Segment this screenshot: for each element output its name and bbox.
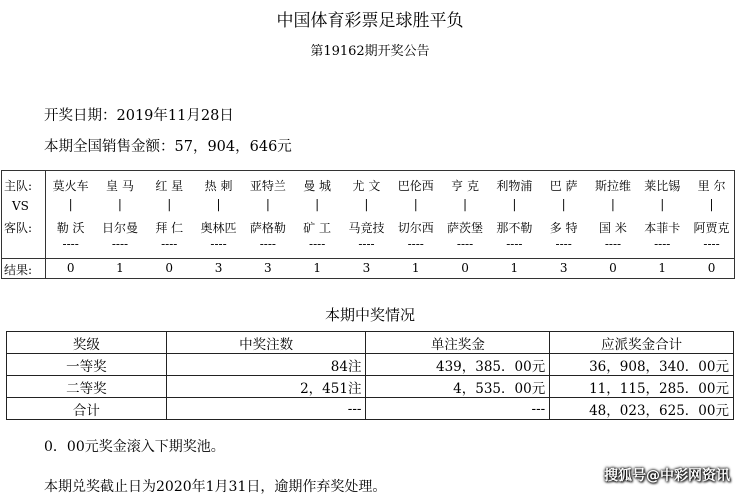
home-team: 尤 文: [352, 179, 381, 193]
match-result: 0: [609, 261, 617, 275]
match-result: 3: [362, 261, 371, 275]
match-column: [687, 171, 736, 278]
dash-separator: ----: [604, 237, 622, 251]
winner-count: ---: [166, 398, 366, 420]
dash-separator: ----: [703, 237, 720, 251]
match-result: 0: [66, 261, 75, 275]
vs-separator: |: [610, 197, 615, 211]
match-column: [490, 171, 539, 278]
match-result: 3: [559, 261, 568, 275]
row-labels: [2, 171, 46, 278]
home-team: 亚特兰: [249, 179, 286, 193]
away-team: 奥林匹: [200, 221, 237, 235]
away-team: 萨茨堡: [447, 221, 484, 235]
away-team: 拜 仁: [155, 221, 184, 235]
match-results-grid: [1, 170, 735, 279]
match-column: [638, 171, 687, 278]
away-team: 多 特: [549, 221, 578, 235]
home-team: 曼 城: [303, 179, 332, 193]
header-total: 应派奖金合计: [550, 332, 734, 354]
home-team: 巴伦西: [397, 179, 434, 193]
winner-count: 84注: [166, 354, 366, 376]
total-prize: 48，023，625．00元: [550, 398, 734, 420]
home-team: 皇 马: [106, 179, 134, 193]
away-team: 勒 沃: [56, 221, 85, 235]
match-column: [293, 171, 342, 278]
single-prize: ---: [366, 398, 550, 420]
vs-separator: |: [68, 197, 73, 211]
dash-separator: ----: [161, 237, 178, 251]
match-column: [145, 171, 194, 278]
dash-separator: ----: [456, 237, 474, 251]
match-column: [391, 171, 440, 278]
match-column: [539, 171, 588, 278]
table-row: [7, 376, 734, 398]
dash-separator: ----: [259, 237, 276, 251]
match-result: 3: [264, 261, 272, 275]
match-result: 0: [707, 261, 716, 275]
home-team: 莫火车: [52, 179, 89, 193]
dash-separator: ----: [654, 237, 671, 251]
prize-section-title: 本期中奖情况: [324, 306, 415, 324]
home-team: 热 刺: [204, 179, 233, 193]
prize-level: 二等奖: [7, 376, 167, 398]
dash-separator: ----: [210, 237, 227, 251]
home-team: 莱比锡: [644, 179, 681, 193]
home-team: 利物浦: [496, 179, 533, 193]
home-team: 里 尔: [697, 179, 726, 193]
watermark: 搜狐号@中彩网资讯: [604, 468, 730, 484]
match-column: [440, 171, 489, 278]
away-team: 本菲卡: [644, 221, 681, 235]
match-result: 1: [116, 261, 124, 275]
home-team: 红 星: [155, 179, 184, 193]
prize-level: 合计: [7, 398, 167, 420]
away-team: 矿 工: [303, 221, 332, 235]
single-prize: 439，385．00元: [366, 354, 550, 376]
match-column: [342, 171, 391, 278]
prize-level: 一等奖: [7, 354, 167, 376]
home-team: 斯拉维: [594, 179, 631, 193]
vs-separator: |: [117, 197, 122, 211]
vs-separator: |: [660, 197, 665, 211]
vs-separator: |: [561, 197, 566, 211]
header-single: 单注奖金: [366, 332, 550, 354]
match-column: [95, 171, 144, 278]
match-result: 3: [214, 261, 223, 275]
prize-table-header: [7, 332, 734, 354]
rollover-note: 0．00元奖金滚入下期奖池。: [44, 439, 225, 455]
match-column: [194, 171, 243, 278]
match-result: 0: [461, 261, 469, 275]
sales-amount: 本期全国销售金额：57，904，646元: [44, 139, 292, 155]
page-subtitle: 第19162期开奖公告: [310, 44, 430, 59]
dash-separator: ----: [309, 237, 326, 251]
away-team: 阿贾克: [693, 221, 730, 235]
vs-separator: |: [463, 197, 468, 211]
match-column: [588, 171, 637, 278]
match-result: 1: [510, 261, 519, 275]
total-prize: 11，115，285．00元: [550, 376, 734, 398]
dash-separator: ----: [62, 237, 79, 251]
vs-label: VS: [12, 199, 29, 213]
vs-separator: |: [265, 197, 270, 211]
vs-separator: |: [315, 197, 320, 211]
match-result: 1: [411, 261, 420, 275]
away-team: 马竞技: [348, 221, 385, 235]
vs-separator: |: [709, 197, 714, 211]
match-column: [46, 171, 95, 278]
deadline-note: 本期兑奖截止日为2020年1月31日，逾期作弃奖处理。: [44, 479, 387, 495]
single-prize: 4，535．00元: [366, 376, 550, 398]
result-label: 结果:: [4, 263, 33, 277]
match-result: 1: [313, 261, 321, 275]
vs-separator: |: [167, 197, 172, 211]
match-column: [243, 171, 292, 278]
home-team: 巴 萨: [549, 179, 578, 193]
dash-separator: ----: [111, 237, 129, 251]
header-level: 奖级: [7, 332, 167, 354]
header-count: 中奖注数: [166, 332, 366, 354]
match-result: 1: [658, 261, 667, 275]
dash-separator: ----: [358, 237, 375, 251]
away-team: 萨格勒: [249, 221, 286, 235]
winner-count: 2，451注: [166, 376, 366, 398]
vs-separator: |: [413, 197, 418, 211]
home-team: 亨 克: [451, 179, 479, 193]
match-result: 0: [165, 261, 174, 275]
away-label: 客队:: [4, 221, 33, 235]
page-title: 中国体育彩票足球胜平负: [276, 11, 464, 31]
draw-date: 开奖日期：2019年11月28日: [44, 108, 234, 124]
table-row: [7, 354, 734, 376]
prize-table: [6, 331, 734, 420]
dash-separator: ----: [407, 237, 424, 251]
vs-separator: |: [364, 197, 369, 211]
table-row: [7, 398, 734, 420]
total-prize: 36，908，340．00元: [550, 354, 734, 376]
dash-separator: ----: [506, 237, 523, 251]
vs-separator: |: [216, 197, 221, 211]
away-team: 切尔西: [397, 221, 434, 235]
away-team: 日尔曼: [101, 221, 138, 235]
vs-separator: |: [512, 197, 517, 211]
away-team: 国 米: [599, 221, 627, 235]
away-team: 那不勒: [496, 221, 533, 235]
dash-separator: ----: [555, 237, 572, 251]
home-label: 主队:: [4, 179, 33, 193]
